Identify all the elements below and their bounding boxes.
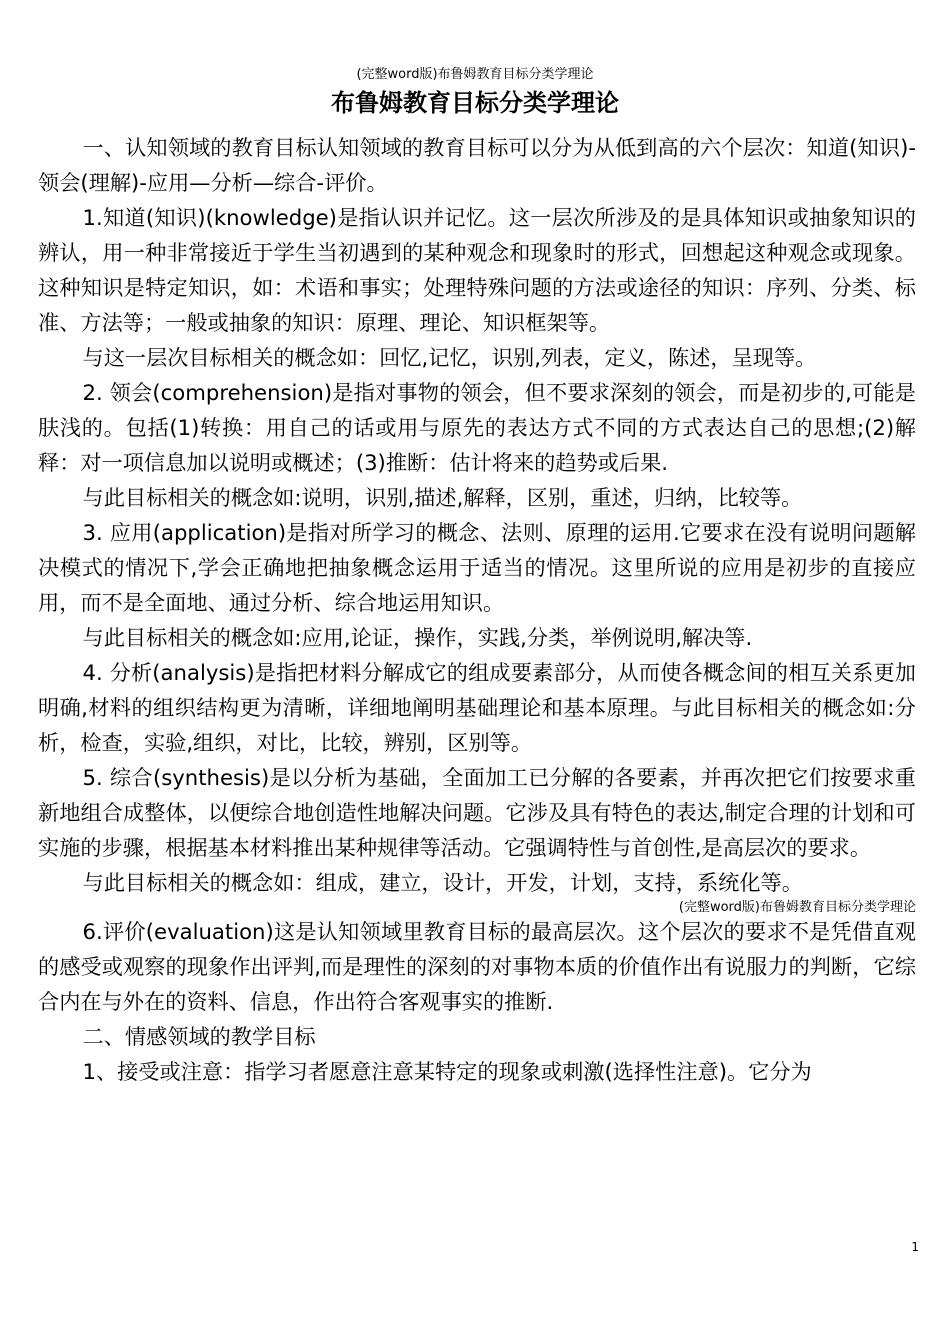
paragraph-affective-heading: 二、情感领域的教学目标 [82, 1024, 316, 1049]
paragraph-application-concepts: 与此目标相关的概念如:应用,论证，操作，实践,分类，举例说明,解决等. [82, 625, 753, 650]
paragraph-knowledge: 1.知道(知识)(knowledge)是指认识并记忆。这一层次所涉及的是具体知识或抽象知识的辨认，用一种非常接近于学生当初遇到的某种观念和现象时的形式，回想起这种观念或现象。这种知识是特定知识，如：术语和事实；处理特殊问题的方法或途径的知识：序列、分类、标准、方法等；一般或抽象的知识：原理、理论、知识框架等。 [38, 205, 916, 335]
paragraph-evaluation: 6.评价(evaluation)这是认知领域里教育目标的最高层次。这个层次的要求不是凭借直观的感受或观察的现象作出评判,而是理性的深刻的对事物本质的价值作出有说服力的判断，它综合内在与外在的资料、信息，作出符合客观事实的推断. [38, 919, 916, 1014]
page-title: 布鲁姆教育目标分类学理论 [331, 89, 619, 117]
running-header: (完整word版)布鲁姆教育目标分类学理论 [356, 67, 594, 82]
paragraph-receiving: 1、接受或注意：指学习者愿意注意某特定的现象或刺激(选择性注意)。它分为 [82, 1059, 812, 1084]
paragraph-comprehension-concepts: 与此目标相关的概念如:说明，识别,描述,解释，区别，重述，归纳，比较等。 [82, 485, 803, 510]
document-body [38, 128, 916, 1089]
paragraph-analysis: 4. 分析(analysis)是指把材料分解成它的组成要素部分，从而使各概念间的相互关系更加明确,材料的组织结构更为清晰，详细地阐明基础理论和基本原理。与此目标相关的概念如:分析，检查，实验,组织，对比，比较，辨别，区别等。 [38, 660, 916, 755]
paragraph-comprehension: 2. 领会(comprehension)是指对事物的领会，但不要求深刻的领会，而是初步的,可能是肤浅的。包括(1)转换：用自己的话或用与原先的表达方式不同的方式表达自己的思想;(2)解释：对一项信息加以说明或概述；(3)推断：估计将来的趋势或后果. [38, 380, 916, 475]
paragraph-cognitive-intro: 一、认知领域的教育目标认知领域的教育目标可以分为从低到高的六个层次：知道(知识)-领会(理解)-应用—分析—综合-评价。 [38, 135, 916, 195]
page-number: 1 [911, 1240, 919, 1254]
paragraph-knowledge-concepts: 与这一层次目标相关的概念如：回忆,记忆，识别,列表，定义，陈述，呈现等。 [82, 345, 817, 370]
paragraph-synthesis-concepts: 与此目标相关的概念如：组成，建立，设计，开发，计划，支持，系统化等。 [82, 870, 803, 895]
running-footer: (完整word版)布鲁姆教育目标分类学理论 [678, 900, 916, 915]
paragraph-application: 3. 应用(application)是指对所学习的概念、法则、原理的运用.它要求在没有说明问题解决模式的情况下,学会正确地把抽象概念运用于适当的情况。这里所说的应用是初步的直接应用，而不是全面地、通过分析、综合地运用知识。 [38, 520, 916, 615]
paragraph-synthesis: 5. 综合(synthesis)是以分析为基础，全面加工已分解的各要素，并再次把它们按要求重新地组合成整体，以便综合地创造性地解决问题。它涉及具有特色的表达,制定合理的计划和可实施的步骤，根据基本材料推出某种规律等活动。它强调特性与首创性,是高层次的要求。 [38, 765, 916, 860]
